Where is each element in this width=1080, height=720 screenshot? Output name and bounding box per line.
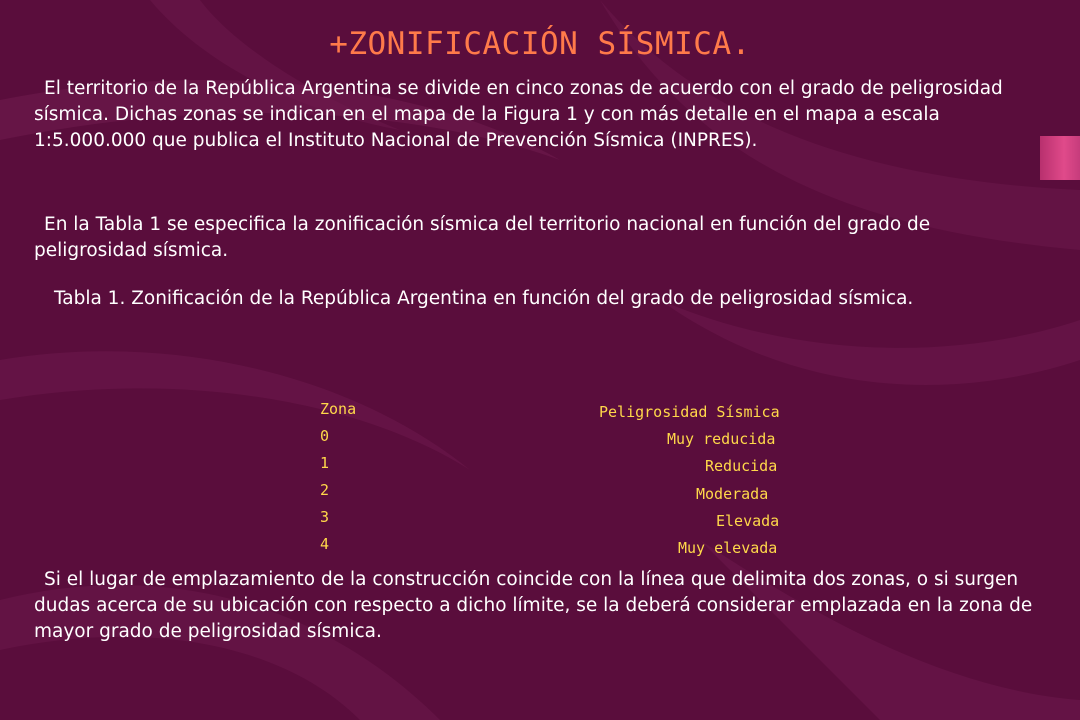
table-zona-column — [320, 396, 356, 558]
table-cell-zona: 2 — [320, 481, 330, 499]
table-header-peligrosidad: Peligrosidad Sísmica — [599, 403, 780, 421]
paragraph-zone-intro: El territorio de la República Argentina se divide en cinco zonas de acuerdo con el grado de peligrosidad sísmica. Dichas zonas se indican en el mapa de la Figura 1 y con más detalle en el mapa a escala 1:5.000.000 que publica el Instituto Nacional de Prevención Sísmica (INPRES). — [34, 78, 1003, 151]
paragraph-boundary-rule: Si el lugar de emplazamiento de la construcción coincide con la línea que delimita dos zonas, o si surgen dudas acerca de su ubicación con respecto a dicho límite, se la deberá considerar emplazada en la zona de mayor grado de peligrosidad sísmica. — [34, 569, 1033, 642]
table-header-zona: Zona — [320, 400, 357, 418]
table-cell-peligrosidad: Muy elevada — [678, 539, 778, 557]
table-cell-zona: 4 — [320, 535, 330, 553]
paragraph-table-reference: En la Tabla 1 se especifica la zonificación sísmica del territorio nacional en función del grado de peligrosidad sísmica. — [34, 214, 931, 261]
table-caption: Tabla 1. Zonificación de la República Argentina en función del grado de peligrosidad sísmica. — [54, 288, 914, 309]
table-cell-zona: 1 — [320, 454, 330, 472]
table-cell-peligrosidad: Moderada — [696, 485, 769, 503]
table-cell-peligrosidad: Elevada — [716, 512, 780, 530]
table-cell-zona: 0 — [320, 427, 330, 445]
table-cell-peligrosidad: Muy reducida — [667, 430, 776, 448]
table-cell-zona: 3 — [320, 508, 330, 526]
table-cell-peligrosidad: Reducida — [705, 457, 778, 475]
slide-title: +ZONIFICACIÓN SÍSMICA. — [329, 26, 751, 62]
